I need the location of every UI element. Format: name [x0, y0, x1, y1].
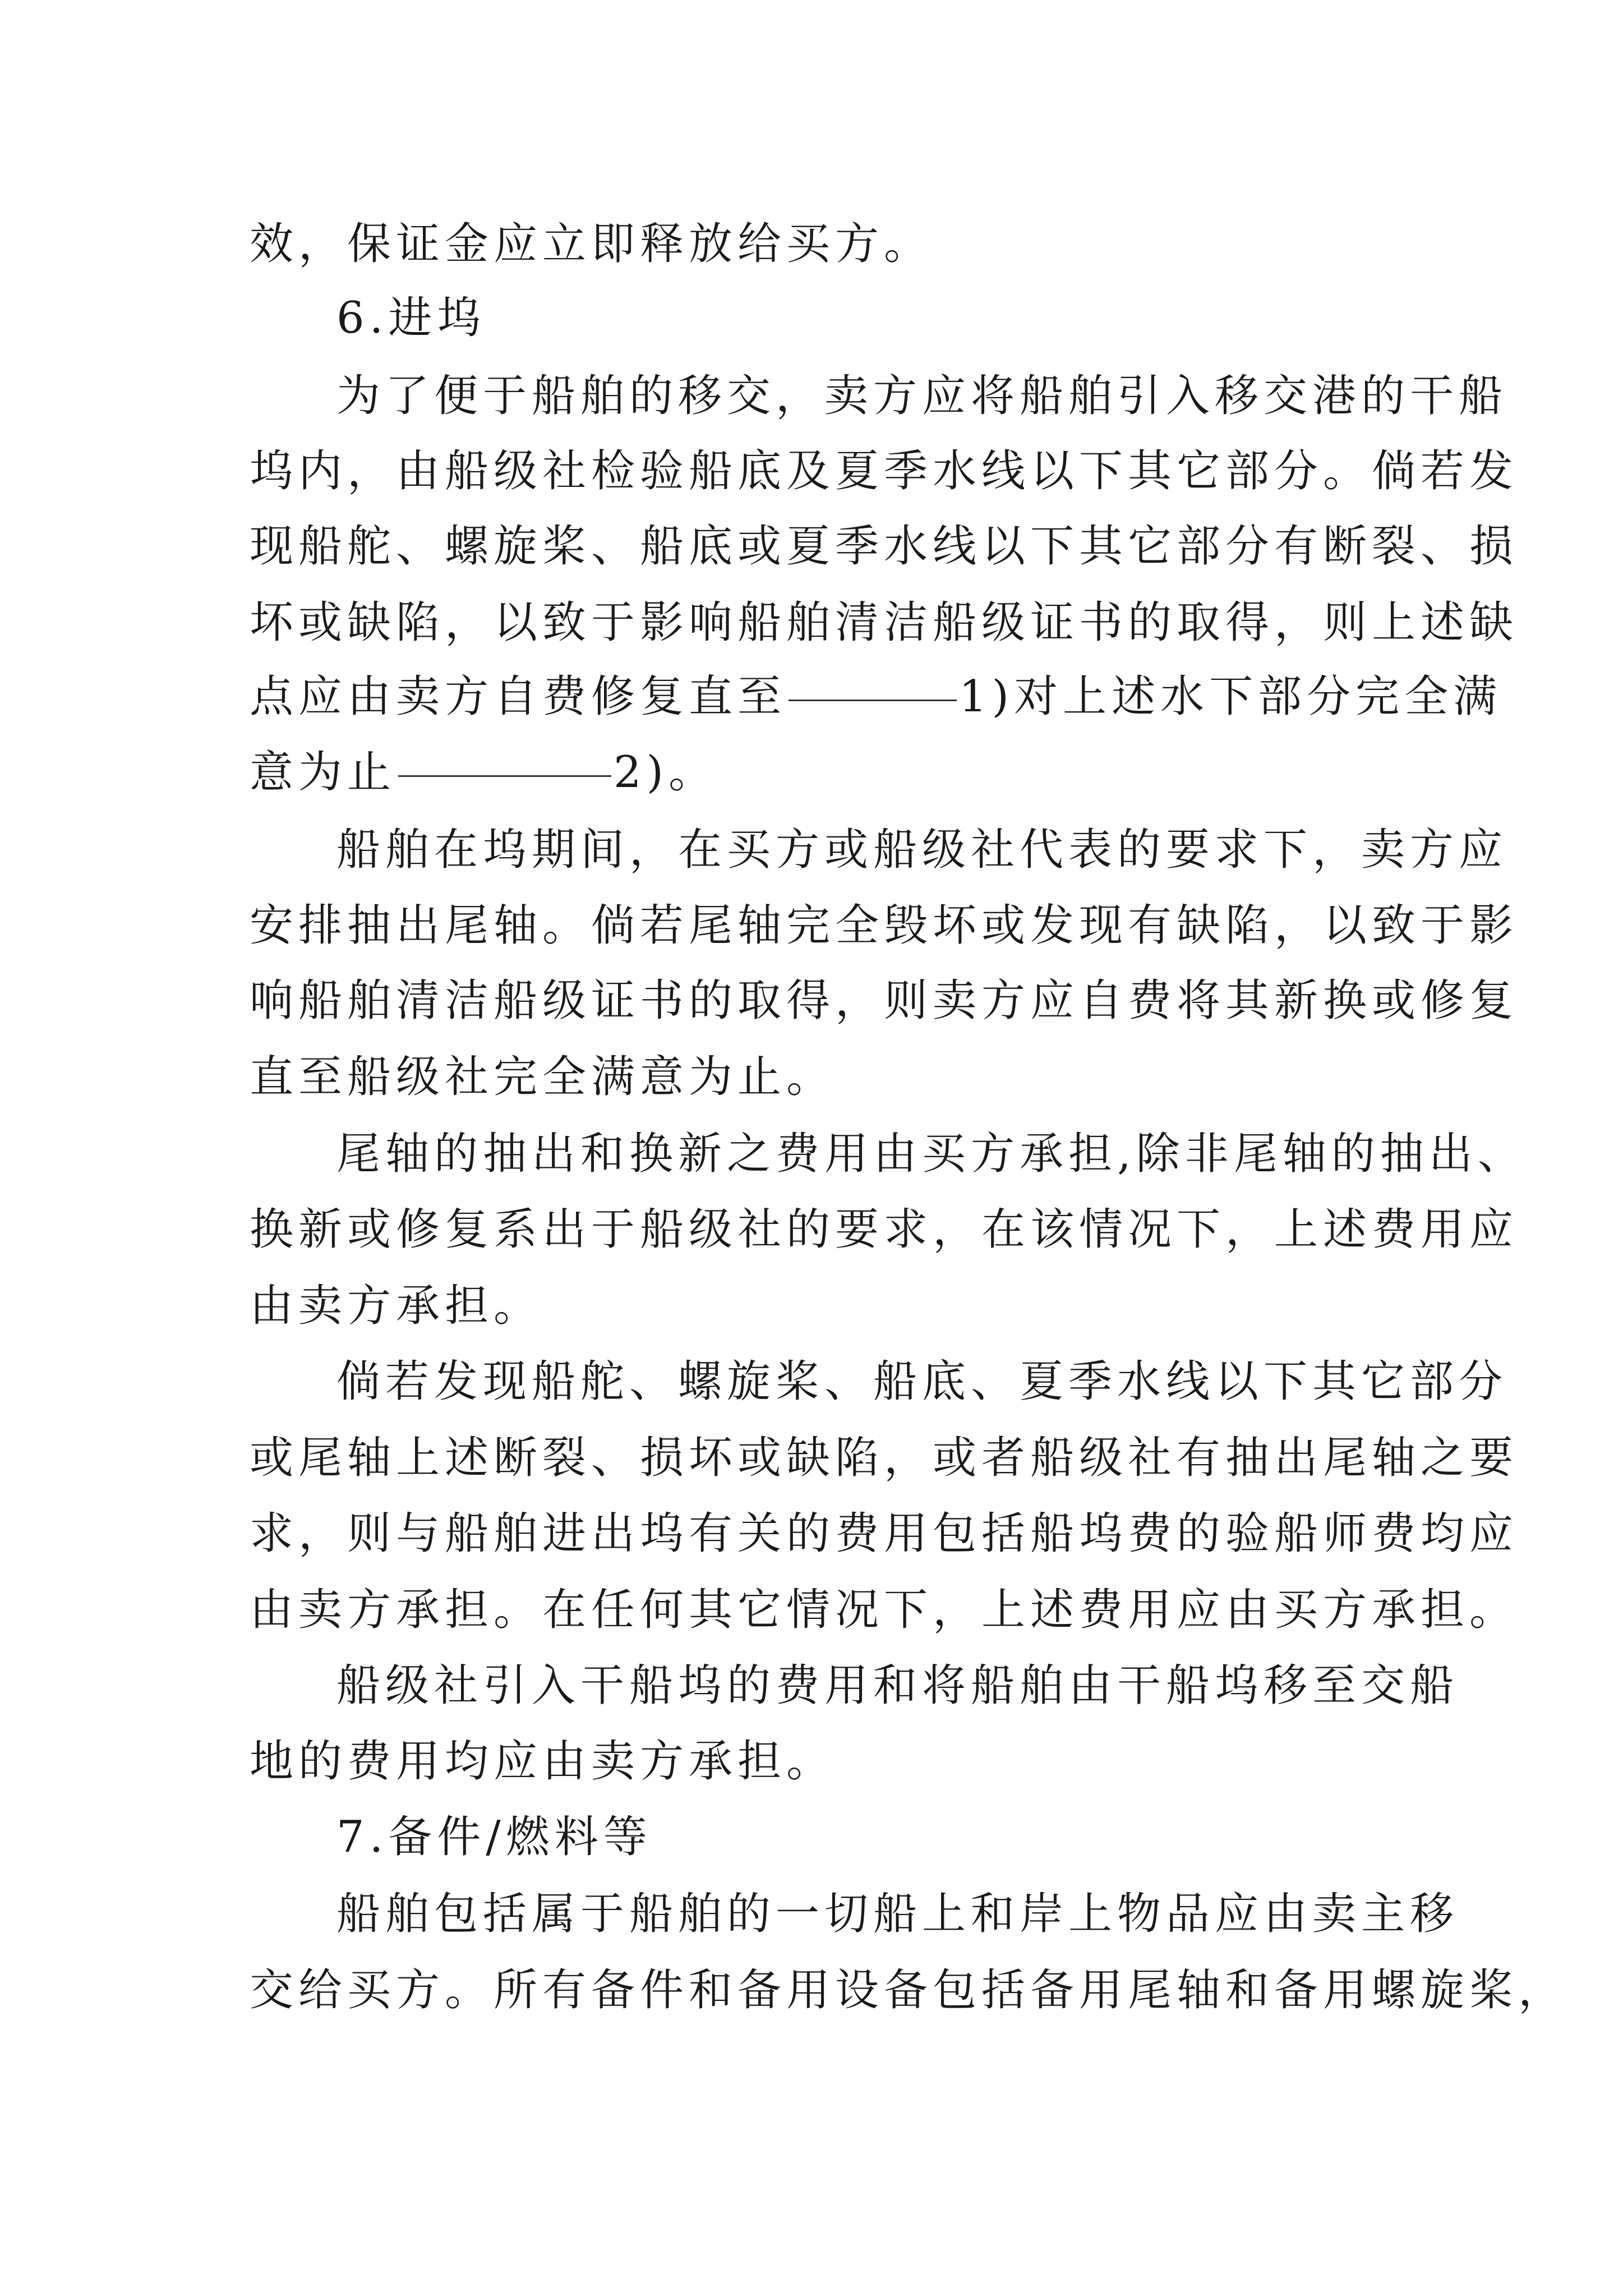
- text-line: 尾轴的抽出和换新之费用由买方承担,除非尾轴的抽出、: [336, 1129, 1527, 1179]
- text-line: 直至船级社完全满意为止。: [250, 1052, 836, 1102]
- text-line: 船舶包括属于船舶的一切船上和岸上物品应由卖主移: [336, 1889, 1459, 1939]
- fill-in-blank: [789, 660, 957, 701]
- text-line: 安排抽出尾轴。倘若尾轴完全毁坏或发现有缺陷，以致于影: [250, 900, 1519, 951]
- text-line: 为了便于船舶的移交，卖方应将船舶引入移交港的干船: [336, 371, 1508, 421]
- text-line: 坏或缺陷，以致于影响船舶清洁船级证书的取得，则上述缺: [250, 597, 1519, 648]
- text-fragment: 点应由卖方自费修复直至: [250, 671, 787, 722]
- text-line: 求，则与船舶进出坞有关的费用包括船坞费的验船师费均应: [250, 1508, 1519, 1559]
- text-fragment: 意为止: [250, 747, 396, 798]
- text-line: 由卖方承担。: [250, 1281, 543, 1331]
- text-line: 由卖方承担。在任何其它情况下，上述费用应由买方承担。: [250, 1585, 1519, 1635]
- text-line: 现船舵、螺旋桨、船底或夏季水线以下其它部分有断裂、损: [250, 521, 1519, 572]
- text-line-with-blank: [0, 657, 1623, 736]
- section-heading-spares-bunkers: 7.备件/燃料等: [336, 1812, 652, 1862]
- text-fragment: 2)。: [614, 747, 718, 798]
- fill-in-blank: [398, 736, 611, 777]
- text-line: 地的费用均应由卖方承担。: [250, 1736, 836, 1787]
- text-line: 响船舶清洁船级证书的取得，则卖方应自费将其新换或修复: [250, 976, 1519, 1026]
- section-heading-drydocking: 6.进坞: [336, 293, 486, 343]
- text-line: 效，保证金应立即释放给买方。: [250, 219, 933, 269]
- text-line: 倘若发现船舵、螺旋桨、船底、夏季水线以下其它部分: [336, 1356, 1508, 1407]
- text-line: 船舶在坞期间，在买方或船级社代表的要求下，卖方应: [336, 825, 1508, 875]
- text-line: 或尾轴上述断裂、损坏或缺陷，或者船级社有抽出尾轴之要: [250, 1433, 1519, 1483]
- text-line: 换新或修复系出于船级社的要求，在该情况下，上述费用应: [250, 1204, 1519, 1255]
- text-line: 坞内，由船级社检验船底及夏季水线以下其它部分。倘若发: [250, 446, 1519, 496]
- text-line: 交给买方。所有备件和备用设备包括备用尾轴和备用螺旋桨，: [250, 1965, 1567, 2016]
- text-line: 船级社引入干船坞的费用和将船舶由干船坞移至交船: [336, 1660, 1459, 1711]
- text-fragment: 1)对上述水下部分完全满: [959, 671, 1502, 722]
- text-line-with-blank: [0, 733, 1623, 812]
